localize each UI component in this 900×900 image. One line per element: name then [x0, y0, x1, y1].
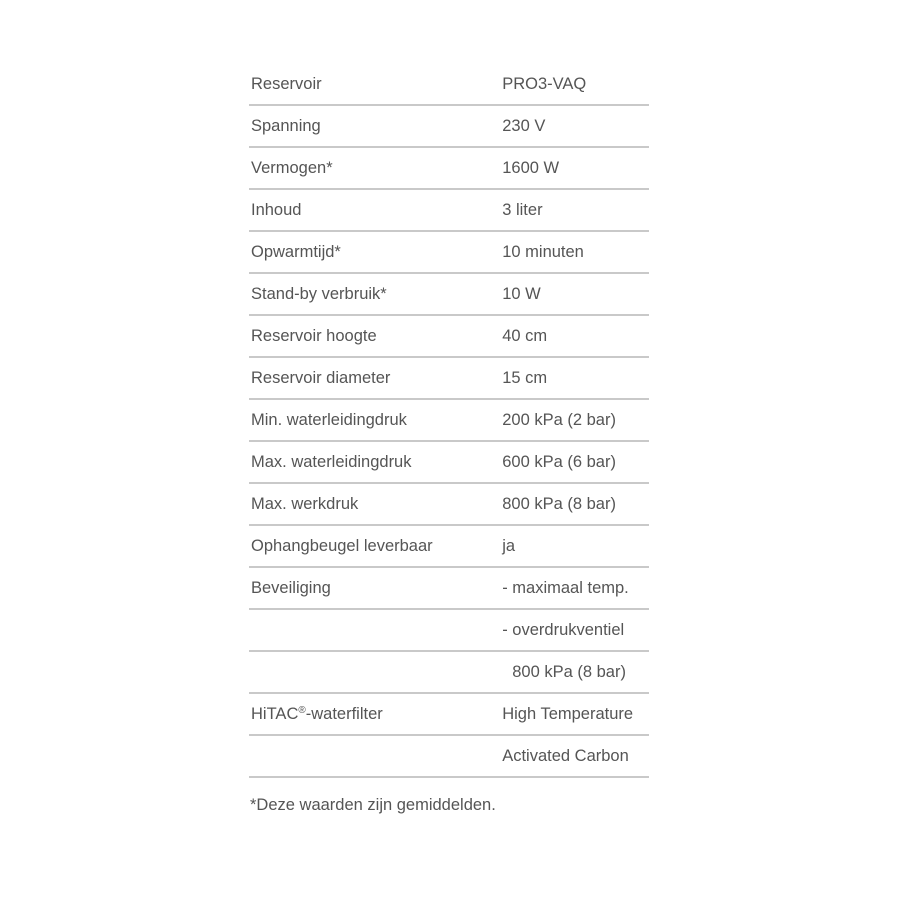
spec-label: Max. werkdruk [249, 483, 502, 525]
spec-label: Spanning [249, 105, 502, 147]
spec-label: Opwarmtijd* [249, 231, 502, 273]
spec-value: 10 minuten [502, 231, 649, 273]
spec-row-beveiliging [249, 567, 649, 609]
spec-label: Inhoud [249, 189, 502, 231]
spec-row-ophangbeugel [249, 525, 649, 567]
spec-label: Reservoir [249, 63, 502, 105]
spec-row-standby-verbruik [249, 273, 649, 315]
spec-value: - maximaal temp. [502, 567, 649, 609]
spec-value: PRO3-VAQ [502, 63, 649, 105]
spec-value: 800 kPa (8 bar) [502, 483, 649, 525]
spec-value: 15 cm [502, 357, 649, 399]
spec-label: Min. waterleidingdruk [249, 399, 502, 441]
spec-row-opwarmtijd [249, 231, 649, 273]
spec-row-inhoud [249, 189, 649, 231]
spec-label: Beveiliging [249, 567, 502, 609]
spec-row-reservoir-diameter [249, 357, 649, 399]
spec-row-hitac-waterfilter [249, 693, 649, 735]
spec-label [249, 693, 502, 735]
spec-value: 200 kPa (2 bar) [502, 399, 649, 441]
spec-value: - overdrukventiel [502, 609, 649, 651]
spec-value: 800 kPa (8 bar) [502, 651, 649, 693]
spec-row-vermogen [249, 147, 649, 189]
registered-mark: ® [298, 705, 306, 716]
spec-row-spanning [249, 105, 649, 147]
spec-row-beveiliging-cont-2 [249, 651, 649, 693]
spec-row-reservoir [249, 63, 649, 105]
spec-value: 40 cm [502, 315, 649, 357]
spec-value: 230 V [502, 105, 649, 147]
spec-value: High Temperature [502, 693, 649, 735]
spec-label [249, 651, 502, 693]
spec-row-max-werkdruk [249, 483, 649, 525]
spec-row-reservoir-hoogte [249, 315, 649, 357]
specifications-table [249, 63, 649, 778]
spec-label: Max. waterleidingdruk [249, 441, 502, 483]
spec-label [249, 609, 502, 651]
spec-label: Reservoir hoogte [249, 315, 502, 357]
spec-value: Activated Carbon [502, 735, 649, 777]
spec-label: Vermogen* [249, 147, 502, 189]
spec-label-prefix: HiTAC [251, 705, 299, 723]
spec-label: Reservoir diameter [249, 357, 502, 399]
spec-value: 3 liter [502, 189, 649, 231]
spec-value: 600 kPa (6 bar) [502, 441, 649, 483]
spec-label: Ophangbeugel leverbaar [249, 525, 502, 567]
spec-row-hitac-cont [249, 735, 649, 777]
spec-label [249, 735, 502, 777]
spec-label: Stand-by verbruik* [249, 273, 502, 315]
footnote: *Deze waarden zijn gemiddelden. [250, 796, 496, 814]
spec-row-beveiliging-cont-1 [249, 609, 649, 651]
spec-row-max-waterleidingdruk [249, 441, 649, 483]
spec-row-min-waterleidingdruk [249, 399, 649, 441]
spec-label-suffix: -waterfilter [305, 705, 383, 723]
spec-value: ja [502, 525, 649, 567]
spec-value: 10 W [502, 273, 649, 315]
spec-value: 1600 W [502, 147, 649, 189]
